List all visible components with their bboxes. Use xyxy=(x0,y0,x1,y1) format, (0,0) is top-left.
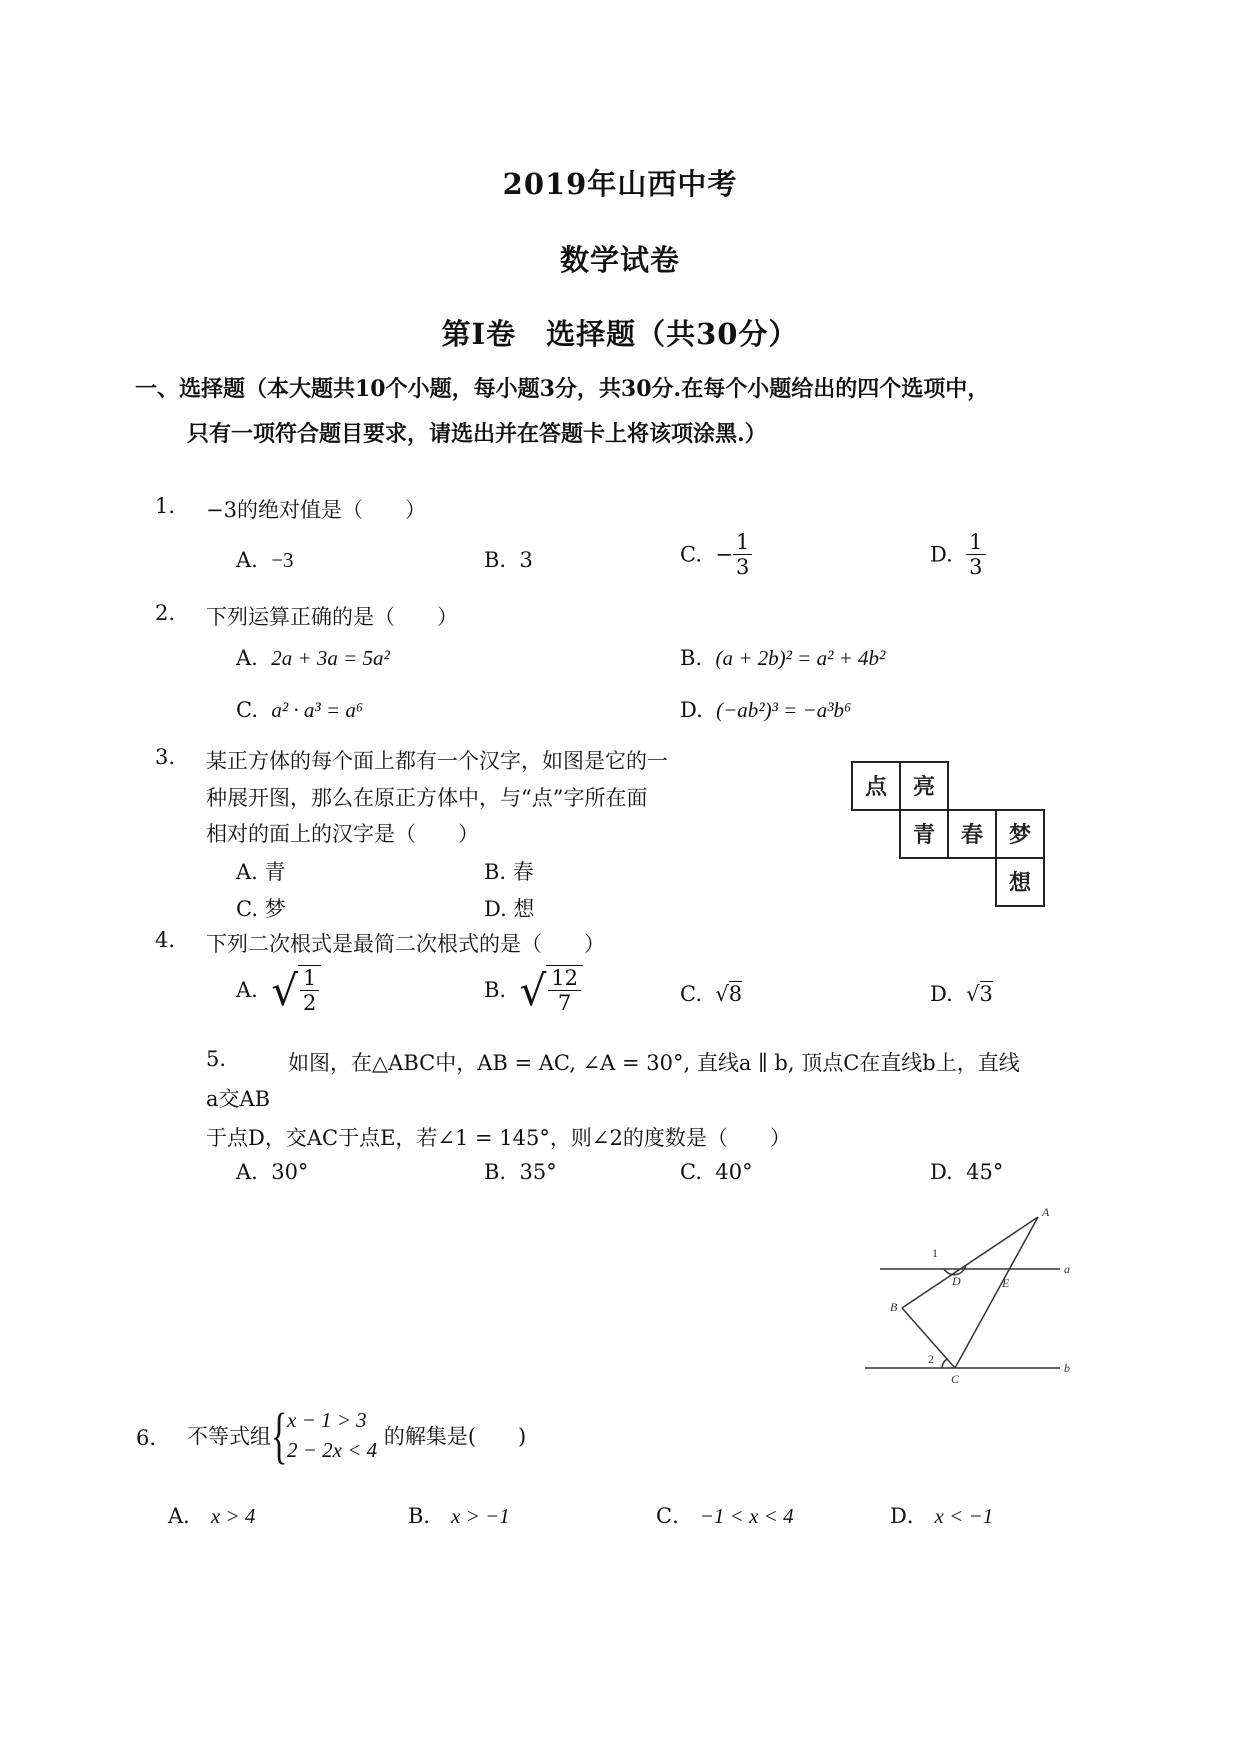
option-b xyxy=(484,856,534,886)
option-value: 30° xyxy=(271,1160,309,1184)
option-label: C. xyxy=(680,1160,702,1184)
option-c: C. √8 xyxy=(680,982,743,1006)
option-value: x < −1 xyxy=(934,1504,994,1528)
side-ab xyxy=(902,1217,1038,1308)
option-b xyxy=(484,965,583,1015)
inequality-2: 2 − 2x < 4 xyxy=(287,1438,378,1463)
option-b xyxy=(484,548,533,572)
option-c xyxy=(236,893,286,923)
option-value: 3 xyxy=(519,548,533,572)
option-value: −3 xyxy=(271,548,294,572)
question-stem-line1: 某正方体的每个面上都有一个汉字，如图是它的一 xyxy=(206,749,668,773)
question-number: 5. xyxy=(206,1047,227,1071)
option-label: A. xyxy=(236,860,258,884)
question-stem: 下列运算正确的是（ ） xyxy=(206,605,458,629)
section-instructions-line2: 只有一项符合题目要求，请选出并在答题卡上将该项涂黑.） xyxy=(187,421,767,447)
option-value: x > −1 xyxy=(451,1504,510,1528)
option-label: C. xyxy=(236,698,258,722)
option-label: A． xyxy=(168,1504,205,1528)
question-stem-line3: 相对的面上的汉字是（ ） xyxy=(206,822,479,846)
option-label: A. xyxy=(236,548,258,572)
option-b xyxy=(680,646,885,671)
denominator: 2 xyxy=(302,991,317,1016)
sqrt-expression: √ $\frac{1}{2}$ xyxy=(271,965,321,1015)
option-c xyxy=(656,1500,794,1530)
option-label: A. xyxy=(236,646,258,670)
numerator: 12 xyxy=(548,966,581,991)
inequality-system: { x − 1 > 3 2 − 2x < 4 xyxy=(271,1402,378,1470)
label-point-e: E xyxy=(1002,1276,1010,1290)
exam-title: 2019年山西中考 xyxy=(502,167,738,201)
option-label: B． xyxy=(408,1504,445,1528)
option-value: (−ab²)³ = −a³b⁶ xyxy=(716,698,852,722)
option-label: A. xyxy=(236,1160,258,1184)
option-value: a² · a³ = a⁶ xyxy=(271,698,364,722)
question-stem-line2: 种展开图，那么在原正方体中，与“点”字所在面 xyxy=(206,786,648,810)
option-value: 想 xyxy=(513,897,535,921)
question-number: 4. xyxy=(155,928,176,952)
option-value: 35° xyxy=(519,1160,557,1184)
question-number: 6. xyxy=(136,1426,157,1450)
option-a xyxy=(236,548,294,573)
section-instructions-line1: 一、选择题（本大题共10个小题，每小题3分，共30分.在每个小题给出的四个选项中， xyxy=(135,376,990,402)
label-point-c: C xyxy=(951,1372,960,1386)
option-d xyxy=(930,1160,1003,1184)
option-label: B. xyxy=(484,548,507,572)
label-angle-1: 1 xyxy=(932,1246,938,1260)
denominator: 3 xyxy=(735,555,750,580)
triangle-parallel-lines-figure xyxy=(860,1205,1080,1390)
option-a xyxy=(236,965,321,1015)
numerator: 1 xyxy=(733,530,752,555)
cube-net-figure xyxy=(850,760,1060,915)
label-line-b: b xyxy=(1064,1361,1070,1375)
part-title: 第I卷 选择题（共30分） xyxy=(441,317,799,351)
option-label: D. xyxy=(930,1160,953,1184)
option-value: 青 xyxy=(264,860,286,884)
label-point-a: A xyxy=(1042,1205,1050,1219)
option-label: C． xyxy=(656,1504,694,1528)
option-b xyxy=(408,1500,510,1530)
option-label: D. xyxy=(680,698,703,722)
side-ac xyxy=(955,1217,1038,1368)
fraction xyxy=(733,530,752,579)
stem-prefix: 不等式组 xyxy=(187,1424,271,1449)
net-face: 亮 xyxy=(912,774,936,800)
net-face: 点 xyxy=(864,774,888,800)
option-label: C. xyxy=(236,897,258,921)
option-d xyxy=(890,1500,993,1530)
option-label: D. xyxy=(930,982,953,1006)
radicand: 3 xyxy=(979,982,993,1006)
option-label: C. xyxy=(680,982,702,1006)
question-number: 2. xyxy=(155,601,176,625)
option-label: C. xyxy=(680,542,702,567)
question-stem: −3的绝对值是（ ） xyxy=(206,498,426,522)
option-label: B. xyxy=(484,978,507,1003)
radicand: 8 xyxy=(728,982,743,1006)
question-stem-line3: 于点D，交AC于点E，若∠1 = 145°，则∠2的度数是（ ） xyxy=(206,1126,791,1150)
option-a xyxy=(236,646,390,671)
option-value: 45° xyxy=(966,1160,1004,1184)
stem-suffix: 的解集是( ) xyxy=(383,1424,527,1449)
option-value: −1 < x < 4 xyxy=(699,1504,794,1528)
option-a xyxy=(168,1500,255,1530)
question-stem-line1: 如图，在△ABC中，AB = AC, ∠A = 30°, 直线a ∥ b, 顶点C在直线b上，直线 xyxy=(288,1051,1020,1075)
option-label: B. xyxy=(484,860,507,884)
option-value: 2a + 3a = 5a² xyxy=(271,646,390,670)
option-label: D. xyxy=(484,897,507,921)
net-face: 春 xyxy=(960,822,984,848)
option-d xyxy=(930,530,986,579)
question-number: 3. xyxy=(155,745,176,769)
sqrt-expression: √ $\frac{12}{7}$ xyxy=(519,965,583,1015)
option-label: D． xyxy=(890,1504,928,1528)
option-a xyxy=(236,856,286,886)
option-c xyxy=(680,1160,753,1184)
option-sign: − xyxy=(715,542,733,567)
label-point-b: B xyxy=(890,1300,898,1314)
label-line-a: a xyxy=(1064,1262,1070,1276)
question-stem xyxy=(187,1402,527,1470)
denominator: 3 xyxy=(969,555,983,580)
inequality-1: x − 1 > 3 xyxy=(287,1408,367,1432)
option-d xyxy=(680,698,851,723)
option-c xyxy=(236,698,363,723)
option-value: 梦 xyxy=(264,897,286,921)
angle-2-arc xyxy=(942,1359,947,1368)
question-stem: 下列二次根式是最简二次根式的是（ ） xyxy=(206,932,605,956)
denominator: 7 xyxy=(557,991,572,1016)
option-value: x > 4 xyxy=(210,1504,256,1528)
question-stem-line2: a交AB xyxy=(206,1087,271,1111)
option-label: D. xyxy=(930,542,953,567)
option-label: A. xyxy=(236,978,258,1003)
option-value: (a + 2b)² = a² + 4b² xyxy=(715,646,886,670)
option-label: B. xyxy=(680,646,703,670)
numerator: 1 xyxy=(966,530,985,555)
option-d xyxy=(484,893,534,923)
numerator: 1 xyxy=(300,966,319,991)
net-face: 想 xyxy=(1008,870,1032,896)
option-c xyxy=(680,530,752,579)
option-value: 40° xyxy=(715,1160,753,1184)
option-a xyxy=(236,1160,308,1184)
option-value: 春 xyxy=(512,860,534,884)
net-face: 青 xyxy=(912,822,936,848)
option-d: D. √3 xyxy=(930,982,993,1006)
option-label: B. xyxy=(484,1160,507,1184)
net-face: 梦 xyxy=(1008,822,1032,848)
label-angle-2: 2 xyxy=(928,1352,934,1366)
exam-subtitle: 数学试卷 xyxy=(559,243,680,277)
fraction xyxy=(966,530,985,579)
option-b xyxy=(484,1160,557,1184)
question-number: 1. xyxy=(155,494,176,518)
label-point-d: D xyxy=(952,1274,961,1288)
